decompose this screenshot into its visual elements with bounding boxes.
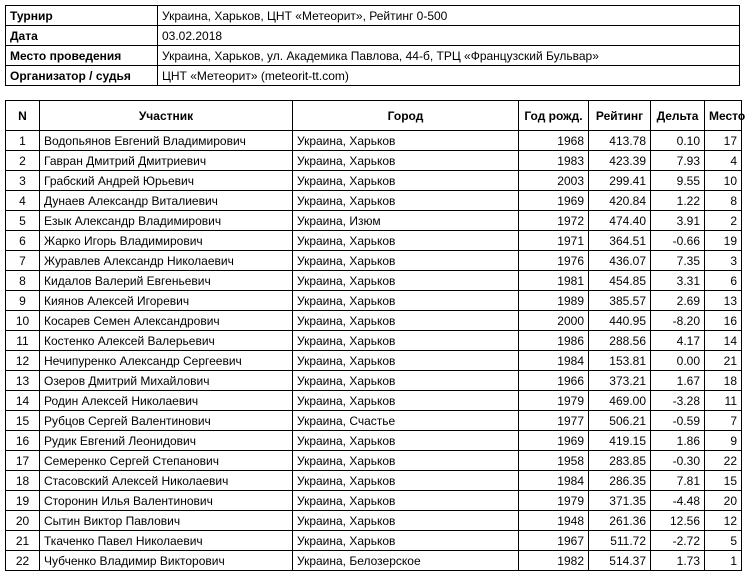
info-label: Организатор / судья	[6, 66, 158, 86]
cell-participant: Озеров Дмитрий Михайлович	[40, 371, 293, 391]
cell-birth-year: 1969	[519, 191, 589, 211]
cell-rating: 385.57	[589, 291, 651, 311]
cell-n: 12	[6, 351, 40, 371]
cell-delta: -8.20	[651, 311, 705, 331]
table-row	[6, 471, 742, 491]
cell-delta: -2.72	[651, 531, 705, 551]
cell-participant: Езык Александр Владимирович	[40, 211, 293, 231]
cell-city: Украина, Белозерское	[293, 551, 519, 571]
tournament-info-body	[6, 6, 740, 86]
info-label: Турнир	[6, 6, 158, 26]
cell-participant: Рудик Евгений Леонидович	[40, 431, 293, 451]
cell-participant: Гавран Дмитрий Дмитриевич	[40, 151, 293, 171]
cell-place: 20	[705, 491, 742, 511]
cell-n: 3	[6, 171, 40, 191]
cell-birth-year: 1977	[519, 411, 589, 431]
cell-participant: Журавлев Александр Николаевич	[40, 251, 293, 271]
cell-rating: 423.39	[589, 151, 651, 171]
cell-n: 17	[6, 451, 40, 471]
cell-place: 16	[705, 311, 742, 331]
cell-rating: 474.40	[589, 211, 651, 231]
cell-birth-year: 1979	[519, 491, 589, 511]
cell-place: 11	[705, 391, 742, 411]
cell-birth-year: 1972	[519, 211, 589, 231]
cell-birth-year: 1958	[519, 451, 589, 471]
cell-delta: 7.81	[651, 471, 705, 491]
cell-city: Украина, Харьков	[293, 291, 519, 311]
header-n: N	[6, 101, 40, 131]
cell-rating: 440.95	[589, 311, 651, 331]
cell-rating: 514.37	[589, 551, 651, 571]
cell-delta: 0.10	[651, 131, 705, 151]
cell-n: 15	[6, 411, 40, 431]
info-row	[6, 6, 740, 26]
cell-n: 6	[6, 231, 40, 251]
cell-n: 16	[6, 431, 40, 451]
cell-birth-year: 1979	[519, 391, 589, 411]
cell-birth-year: 1982	[519, 551, 589, 571]
header-city: Город	[293, 101, 519, 131]
cell-birth-year: 2003	[519, 171, 589, 191]
cell-participant: Семеренко Сергей Степанович	[40, 451, 293, 471]
table-row	[6, 351, 742, 371]
cell-place: 17	[705, 131, 742, 151]
info-value: Украина, Харьков, ул. Академика Павлова, 44-б, ТРЦ «Французский Бульвар»	[158, 46, 740, 66]
info-label: Место проведения	[6, 46, 158, 66]
cell-birth-year: 1976	[519, 251, 589, 271]
cell-birth-year: 1984	[519, 471, 589, 491]
cell-n: 7	[6, 251, 40, 271]
table-row	[6, 451, 742, 471]
cell-n: 4	[6, 191, 40, 211]
cell-participant: Киянов Алексей Игоревич	[40, 291, 293, 311]
cell-n: 19	[6, 491, 40, 511]
header-participant: Участник	[40, 101, 293, 131]
cell-place: 22	[705, 451, 742, 471]
header-place: Место	[705, 101, 742, 131]
cell-birth-year: 1969	[519, 431, 589, 451]
cell-participant: Родин Алексей Николаевич	[40, 391, 293, 411]
table-row	[6, 231, 742, 251]
cell-birth-year: 1968	[519, 131, 589, 151]
cell-place: 9	[705, 431, 742, 451]
cell-n: 18	[6, 471, 40, 491]
cell-place: 10	[705, 171, 742, 191]
cell-city: Украина, Харьков	[293, 391, 519, 411]
info-value: 03.02.2018	[158, 26, 740, 46]
table-row	[6, 531, 742, 551]
cell-city: Украина, Харьков	[293, 131, 519, 151]
cell-birth-year: 1989	[519, 291, 589, 311]
cell-place: 8	[705, 191, 742, 211]
cell-birth-year: 1984	[519, 351, 589, 371]
cell-rating: 288.56	[589, 331, 651, 351]
cell-city: Украина, Харьков	[293, 191, 519, 211]
cell-delta: -3.28	[651, 391, 705, 411]
table-row	[6, 511, 742, 531]
cell-place: 19	[705, 231, 742, 251]
table-row	[6, 291, 742, 311]
table-row	[6, 331, 742, 351]
cell-city: Украина, Харьков	[293, 471, 519, 491]
cell-place: 4	[705, 151, 742, 171]
cell-participant: Нечипуренко Александр Сергеевич	[40, 351, 293, 371]
cell-n: 11	[6, 331, 40, 351]
cell-n: 21	[6, 531, 40, 551]
cell-city: Украина, Харьков	[293, 351, 519, 371]
cell-rating: 469.00	[589, 391, 651, 411]
cell-rating: 454.85	[589, 271, 651, 291]
cell-rating: 261.36	[589, 511, 651, 531]
cell-rating: 364.51	[589, 231, 651, 251]
cell-birth-year: 1983	[519, 151, 589, 171]
info-row	[6, 66, 740, 86]
cell-city: Украина, Харьков	[293, 531, 519, 551]
cell-n: 20	[6, 511, 40, 531]
table-row	[6, 131, 742, 151]
table-row	[6, 151, 742, 171]
results-header-row	[6, 101, 742, 131]
cell-delta: 3.91	[651, 211, 705, 231]
cell-birth-year: 1948	[519, 511, 589, 531]
cell-city: Украина, Харьков	[293, 151, 519, 171]
cell-place: 21	[705, 351, 742, 371]
table-row	[6, 271, 742, 291]
cell-birth-year: 1971	[519, 231, 589, 251]
info-label: Дата	[6, 26, 158, 46]
cell-birth-year: 1981	[519, 271, 589, 291]
tournament-info-table	[5, 5, 740, 86]
cell-birth-year: 1967	[519, 531, 589, 551]
cell-rating: 419.15	[589, 431, 651, 451]
cell-city: Украина, Харьков	[293, 331, 519, 351]
cell-place: 18	[705, 371, 742, 391]
cell-delta: -4.48	[651, 491, 705, 511]
table-row	[6, 311, 742, 331]
cell-delta: 1.86	[651, 431, 705, 451]
cell-city: Украина, Харьков	[293, 431, 519, 451]
cell-delta: 7.93	[651, 151, 705, 171]
info-row	[6, 46, 740, 66]
cell-city: Украина, Харьков	[293, 231, 519, 251]
cell-city: Украина, Харьков	[293, 311, 519, 331]
cell-birth-year: 2000	[519, 311, 589, 331]
cell-rating: 420.84	[589, 191, 651, 211]
cell-place: 7	[705, 411, 742, 431]
cell-city: Украина, Харьков	[293, 251, 519, 271]
table-row	[6, 171, 742, 191]
cell-participant: Чубченко Владимир Викторович	[40, 551, 293, 571]
cell-participant: Грабский Андрей Юрьевич	[40, 171, 293, 191]
table-row	[6, 491, 742, 511]
cell-n: 13	[6, 371, 40, 391]
info-value: Украина, Харьков, ЦНТ «Метеорит», Рейтинг 0-500	[158, 6, 740, 26]
cell-n: 1	[6, 131, 40, 151]
cell-place: 1	[705, 551, 742, 571]
table-row	[6, 251, 742, 271]
cell-birth-year: 1986	[519, 331, 589, 351]
cell-birth-year: 1966	[519, 371, 589, 391]
results-body	[6, 131, 742, 571]
cell-city: Украина, Харьков	[293, 451, 519, 471]
cell-n: 22	[6, 551, 40, 571]
cell-rating: 511.72	[589, 531, 651, 551]
cell-rating: 506.21	[589, 411, 651, 431]
header-delta: Дельта	[651, 101, 705, 131]
cell-participant: Ткаченко Павел Николаевич	[40, 531, 293, 551]
cell-delta: 9.55	[651, 171, 705, 191]
cell-n: 14	[6, 391, 40, 411]
cell-delta: 1.73	[651, 551, 705, 571]
cell-n: 5	[6, 211, 40, 231]
cell-participant: Жарко Игорь Владимирович	[40, 231, 293, 251]
cell-place: 5	[705, 531, 742, 551]
info-row	[6, 26, 740, 46]
cell-delta: 1.22	[651, 191, 705, 211]
cell-participant: Рубцов Сергей Валентинович	[40, 411, 293, 431]
cell-delta: -0.30	[651, 451, 705, 471]
cell-place: 2	[705, 211, 742, 231]
cell-participant: Стасовский Алексей Николаевич	[40, 471, 293, 491]
cell-city: Украина, Харьков	[293, 371, 519, 391]
cell-rating: 373.21	[589, 371, 651, 391]
cell-delta: -0.59	[651, 411, 705, 431]
results-table	[5, 100, 746, 571]
cell-city: Украина, Харьков	[293, 491, 519, 511]
table-row	[6, 191, 742, 211]
cell-delta: 3.31	[651, 271, 705, 291]
cell-delta: 1.67	[651, 371, 705, 391]
cell-n: 8	[6, 271, 40, 291]
cell-city: Украина, Изюм	[293, 211, 519, 231]
cell-delta: 4.17	[651, 331, 705, 351]
table-row	[6, 411, 742, 431]
cell-city: Украина, Харьков	[293, 511, 519, 531]
table-row	[6, 431, 742, 451]
cell-rating: 371.35	[589, 491, 651, 511]
header-rating: Рейтинг	[589, 101, 651, 131]
cell-participant: Дунаев Александр Виталиевич	[40, 191, 293, 211]
cell-rating: 436.07	[589, 251, 651, 271]
cell-place: 13	[705, 291, 742, 311]
cell-participant: Водопьянов Евгений Владимирович	[40, 131, 293, 151]
cell-delta: 7.35	[651, 251, 705, 271]
cell-delta: 2.69	[651, 291, 705, 311]
header-birth-year: Год рожд.	[519, 101, 589, 131]
cell-place: 12	[705, 511, 742, 531]
cell-city: Украина, Харьков	[293, 171, 519, 191]
cell-participant: Косарев Семен Александрович	[40, 311, 293, 331]
cell-place: 14	[705, 331, 742, 351]
cell-delta: 0.00	[651, 351, 705, 371]
cell-n: 9	[6, 291, 40, 311]
cell-n: 10	[6, 311, 40, 331]
cell-rating: 299.41	[589, 171, 651, 191]
cell-participant: Кидалов Валерий Евгеньевич	[40, 271, 293, 291]
cell-city: Украина, Счастье	[293, 411, 519, 431]
table-row	[6, 371, 742, 391]
cell-place: 3	[705, 251, 742, 271]
table-row	[6, 551, 742, 571]
cell-rating: 153.81	[589, 351, 651, 371]
cell-place: 15	[705, 471, 742, 491]
cell-rating: 283.85	[589, 451, 651, 471]
cell-n: 2	[6, 151, 40, 171]
cell-place: 6	[705, 271, 742, 291]
cell-participant: Костенко Алексей Валерьевич	[40, 331, 293, 351]
cell-participant: Сторонин Илья Валентинович	[40, 491, 293, 511]
cell-participant: Сытин Виктор Павлович	[40, 511, 293, 531]
cell-city: Украина, Харьков	[293, 271, 519, 291]
table-row	[6, 211, 742, 231]
cell-rating: 413.78	[589, 131, 651, 151]
cell-rating: 286.35	[589, 471, 651, 491]
info-value: ЦНТ «Метеорит» (meteorit-tt.com)	[158, 66, 740, 86]
table-row	[6, 391, 742, 411]
cell-delta: 12.56	[651, 511, 705, 531]
cell-delta: -0.66	[651, 231, 705, 251]
